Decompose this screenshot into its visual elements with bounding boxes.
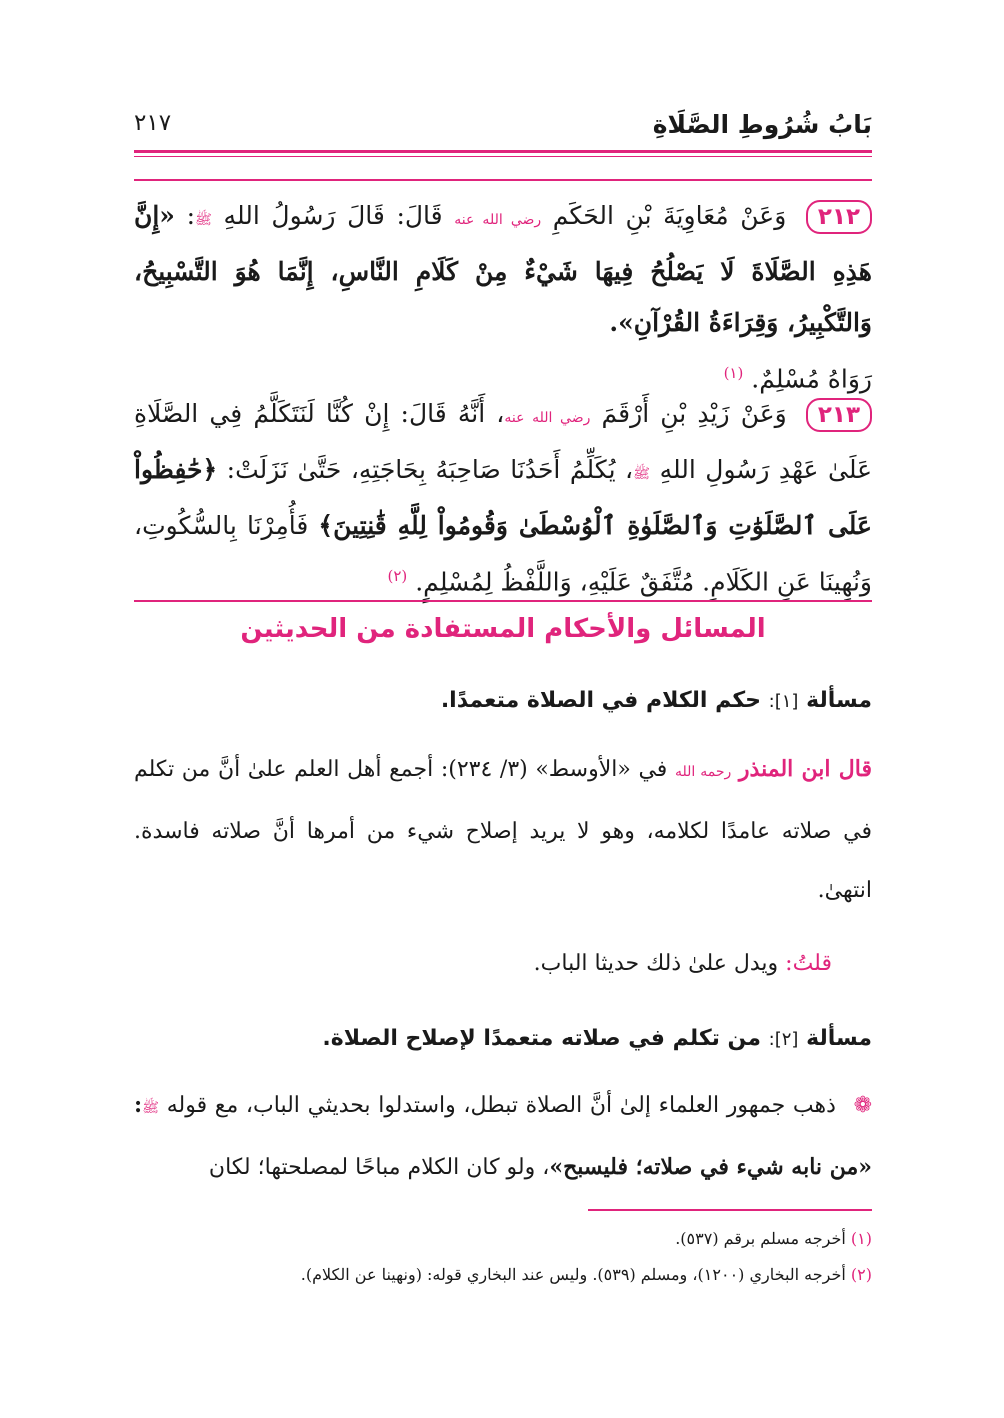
hadith-intro: وَعَنْ زَيْدِ بْنِ أَرْقَمَ	[601, 399, 787, 428]
paragraph-text: ويدل علىٰ ذلك حديثا الباب.	[533, 951, 779, 976]
flower-bullet-icon: ❁	[853, 1093, 872, 1118]
narrator: رَوَاهُ مُسْلِمٌ.	[751, 364, 872, 394]
honorific: رحمه الله	[674, 764, 732, 780]
footnote-2	[134, 1264, 872, 1286]
salla-symbol: ﷺ	[633, 466, 651, 482]
speaker: قلتُ:	[785, 951, 832, 976]
chapter-title: بَابُ شُرُوطِ الصَّلَاةِ	[652, 110, 872, 139]
salla-symbol: ﷺ	[142, 1100, 160, 1116]
hadith-213	[134, 388, 872, 607]
masala-label: مسألة	[806, 688, 872, 713]
footnote-ref: (٢)	[387, 567, 408, 585]
salla-symbol: ﷺ	[195, 212, 212, 228]
hadith-number-badge: ٢١٢	[806, 200, 872, 234]
masala-number: [٢]:	[768, 1029, 799, 1050]
hadith-number-badge: ٢١٣	[806, 398, 872, 432]
header-rule	[134, 150, 872, 153]
paragraph-ibn-mundhir	[134, 740, 872, 920]
masala-1	[134, 688, 872, 713]
section-rule	[134, 600, 872, 602]
footnote-rule	[588, 1209, 872, 1211]
masala-label: مسألة	[806, 1026, 872, 1051]
masala-number: [١]:	[768, 691, 799, 712]
section-title: المسائل والأحكام المستفادة من الحديثين	[240, 614, 766, 644]
hadith-text: فَأُمِرْنَا بِالسُّكُوتِ، وَنُهِينَا عَنِ الكَلَامِ. مُتَّفَقٌ عَلَيْهِ، وَاللَّفْظُ لِمُسْلِمٍ.	[134, 511, 872, 597]
masala-title: من تكلم في صلاته متعمدًا لإصلاح الصلاة.	[322, 1026, 761, 1051]
footnote-text: أخرجه مسلم برقم (٥٣٧).	[675, 1229, 846, 1248]
hadith-quote: : «من نابه شيء في صلاته؛ فليسبح»	[134, 1092, 872, 1180]
footnote-1	[134, 1228, 872, 1250]
hadith-top-rule	[134, 179, 872, 181]
footnote-ref: (١)	[723, 364, 744, 382]
header-rule-thin	[134, 156, 872, 157]
hadith-quote: «إِنَّ هَذِهِ الصَّلَاةَ لَا يَصْلُحُ فِيهَا شَيْءٌ مِنْ كَلَامِ النَّاسِ، إِنَّمَا هُوَ التَّسْبِيحُ، وَالتَّكْبِيرُ، وَقِرَاءَةُ القُرْآنِ».	[134, 201, 872, 337]
running-header	[134, 110, 872, 146]
footnote-number: (١)	[850, 1229, 872, 1248]
page-number: ٢١٧	[134, 110, 172, 136]
masala-2	[134, 1026, 872, 1051]
colon: :	[186, 201, 195, 230]
honorific: رضي الله عنه	[504, 410, 591, 426]
paragraph-text: في «الأوسط» (٣/ ٢٣٤): أجمع أهل العلم علىٰ أنَّ من تكلم في صلاته عامدًا لكلامه، وهو لا يريد إصلاح شيء من أمرها أنَّ صلاته فاسدة. انتهىٰ.	[134, 757, 872, 903]
hadith-intro: وَعَنْ مُعَاوِيَةَ بْنِ الحَكَمِ	[552, 201, 787, 230]
paragraph-text: ذهب جمهور العلماء إلىٰ أنَّ الصلاة تبطل، واستدلوا بحديثي الباب، مع قوله	[166, 1093, 836, 1118]
footnote-number: (٢)	[850, 1265, 872, 1284]
honorific: رضي الله عنه	[454, 212, 542, 228]
hadith-text: ، أَنَّهُ قَالَ: إِنْ كُنَّا لَنَتَكَلَّمُ فِي الصَّلَاةِ عَلَىٰ عَهْدِ رَسُولِ اللهِ	[134, 399, 873, 484]
paragraph-jumhur	[134, 1076, 872, 1197]
speaker: قال ابن المنذر	[738, 756, 872, 782]
paragraph-qultu	[134, 934, 872, 993]
paragraph-text: ، ولو كان الكلام مباحًا لمصلحتها؛ لكان	[208, 1155, 550, 1180]
hadith-said: قَالَ: قَالَ رَسُولُ اللهِ	[223, 201, 443, 230]
hadith-212	[134, 190, 872, 404]
footnote-text: أخرجه البخاري (١٢٠٠)، ومسلم (٥٣٩). وليس عند البخاري قوله: (ونهينا عن الكلام).	[300, 1265, 846, 1284]
quran-verse: ﴿حَٰفِظُواْ عَلَى ٱلصَّلَوَٰتِ وَٱلصَّلَوٰةِ ٱلْوُسْطَىٰ وَقُومُواْ لِلَّهِ قَٰنِتِينَ﴾	[134, 455, 872, 540]
hadith-text: ، يُكَلِّمُ أَحَدُنَا صَاحِبَهُ بِحَاجَتِهِ، حَتَّىٰ نَزَلَتْ:	[226, 455, 634, 484]
masala-title: حكم الكلام في الصلاة متعمدًا.	[440, 688, 761, 713]
